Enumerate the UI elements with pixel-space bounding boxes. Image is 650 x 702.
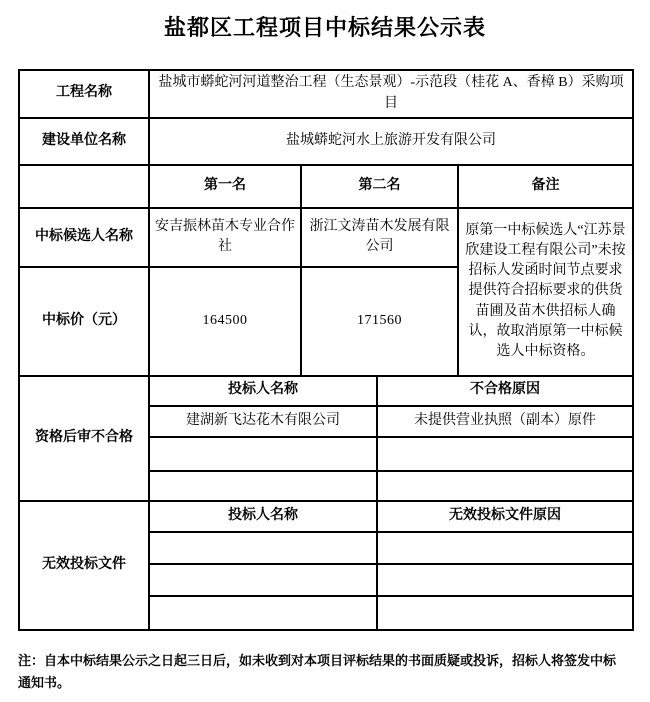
ranking-corner-cell	[19, 165, 149, 208]
project-name-label: 工程名称	[19, 70, 149, 118]
page-title: 盐都区工程项目中标结果公示表	[163, 15, 486, 40]
post-qualification-reason	[377, 437, 633, 471]
footer-note: 注：自本中标结果公示之日起三日后，如未收到对本项目评标结果的书面质疑或投诉，招标人将签发中标通知书。	[18, 652, 617, 690]
candidate-name-row	[19, 208, 633, 267]
second-place-header: 第二名	[301, 165, 458, 208]
bid-price-first-value: 164500	[149, 267, 301, 376]
invalid-bids-reason	[377, 564, 633, 596]
owner-name-row	[19, 118, 633, 165]
candidate-second-value: 浙江文涛苗木发展有限公司	[301, 208, 458, 267]
post-qualification-header-row	[19, 376, 633, 406]
remark-header: 备注	[458, 165, 633, 208]
post-qualification-reason: 未提供营业执照（副本）原件	[377, 406, 633, 437]
post-qualification-label: 资格后审不合格	[19, 376, 149, 501]
bid-price-label: 中标价（元）	[19, 267, 149, 376]
invalid-bids-bidder-header: 投标人名称	[149, 501, 377, 532]
invalid-bids-label: 无效投标文件	[19, 501, 149, 630]
owner-name-label: 建设单位名称	[19, 118, 149, 165]
post-qualification-reason-header: 不合格原因	[377, 376, 633, 406]
project-name-value: 盐城市蟒蛇河河道整治工程（生态景观）-示范段（桂花 A、香樟 B）采购项目	[149, 70, 633, 118]
post-qualification-bidder	[149, 437, 377, 471]
post-qualification-bidder: 建湖新飞达花木有限公司	[149, 406, 377, 437]
invalid-bids-header-row	[19, 501, 633, 532]
bid-price-second-value: 171560	[301, 267, 458, 376]
ranking-header-row	[19, 165, 633, 208]
invalid-bids-bidder	[149, 532, 377, 564]
invalid-bids-bidder	[149, 596, 377, 630]
first-place-header: 第一名	[149, 165, 301, 208]
invalid-bids-reason-header: 无效投标文件原因	[377, 501, 633, 532]
candidate-first-value: 安吉振林苗木专业合作社	[149, 208, 301, 267]
invalid-bids-reason	[377, 596, 633, 630]
invalid-bids-reason	[377, 532, 633, 564]
candidate-name-label: 中标候选人名称	[19, 208, 149, 267]
project-name-row	[19, 70, 633, 118]
post-qualification-reason	[377, 471, 633, 501]
owner-name-value: 盐城蟒蛇河水上旅游开发有限公司	[149, 118, 633, 165]
invalid-bids-bidder	[149, 564, 377, 596]
post-qualification-bidder	[149, 471, 377, 501]
remark-value: 原第一中标候选人“江苏景欣建设工程有限公司”未按招标人发函时间节点要求提供符合招标要求的供货苗圃及苗木供招标人确认，故取消原第一中标候选人中标资格。	[458, 208, 633, 376]
post-qualification-bidder-header: 投标人名称	[149, 376, 377, 406]
bid-result-table	[18, 69, 634, 631]
